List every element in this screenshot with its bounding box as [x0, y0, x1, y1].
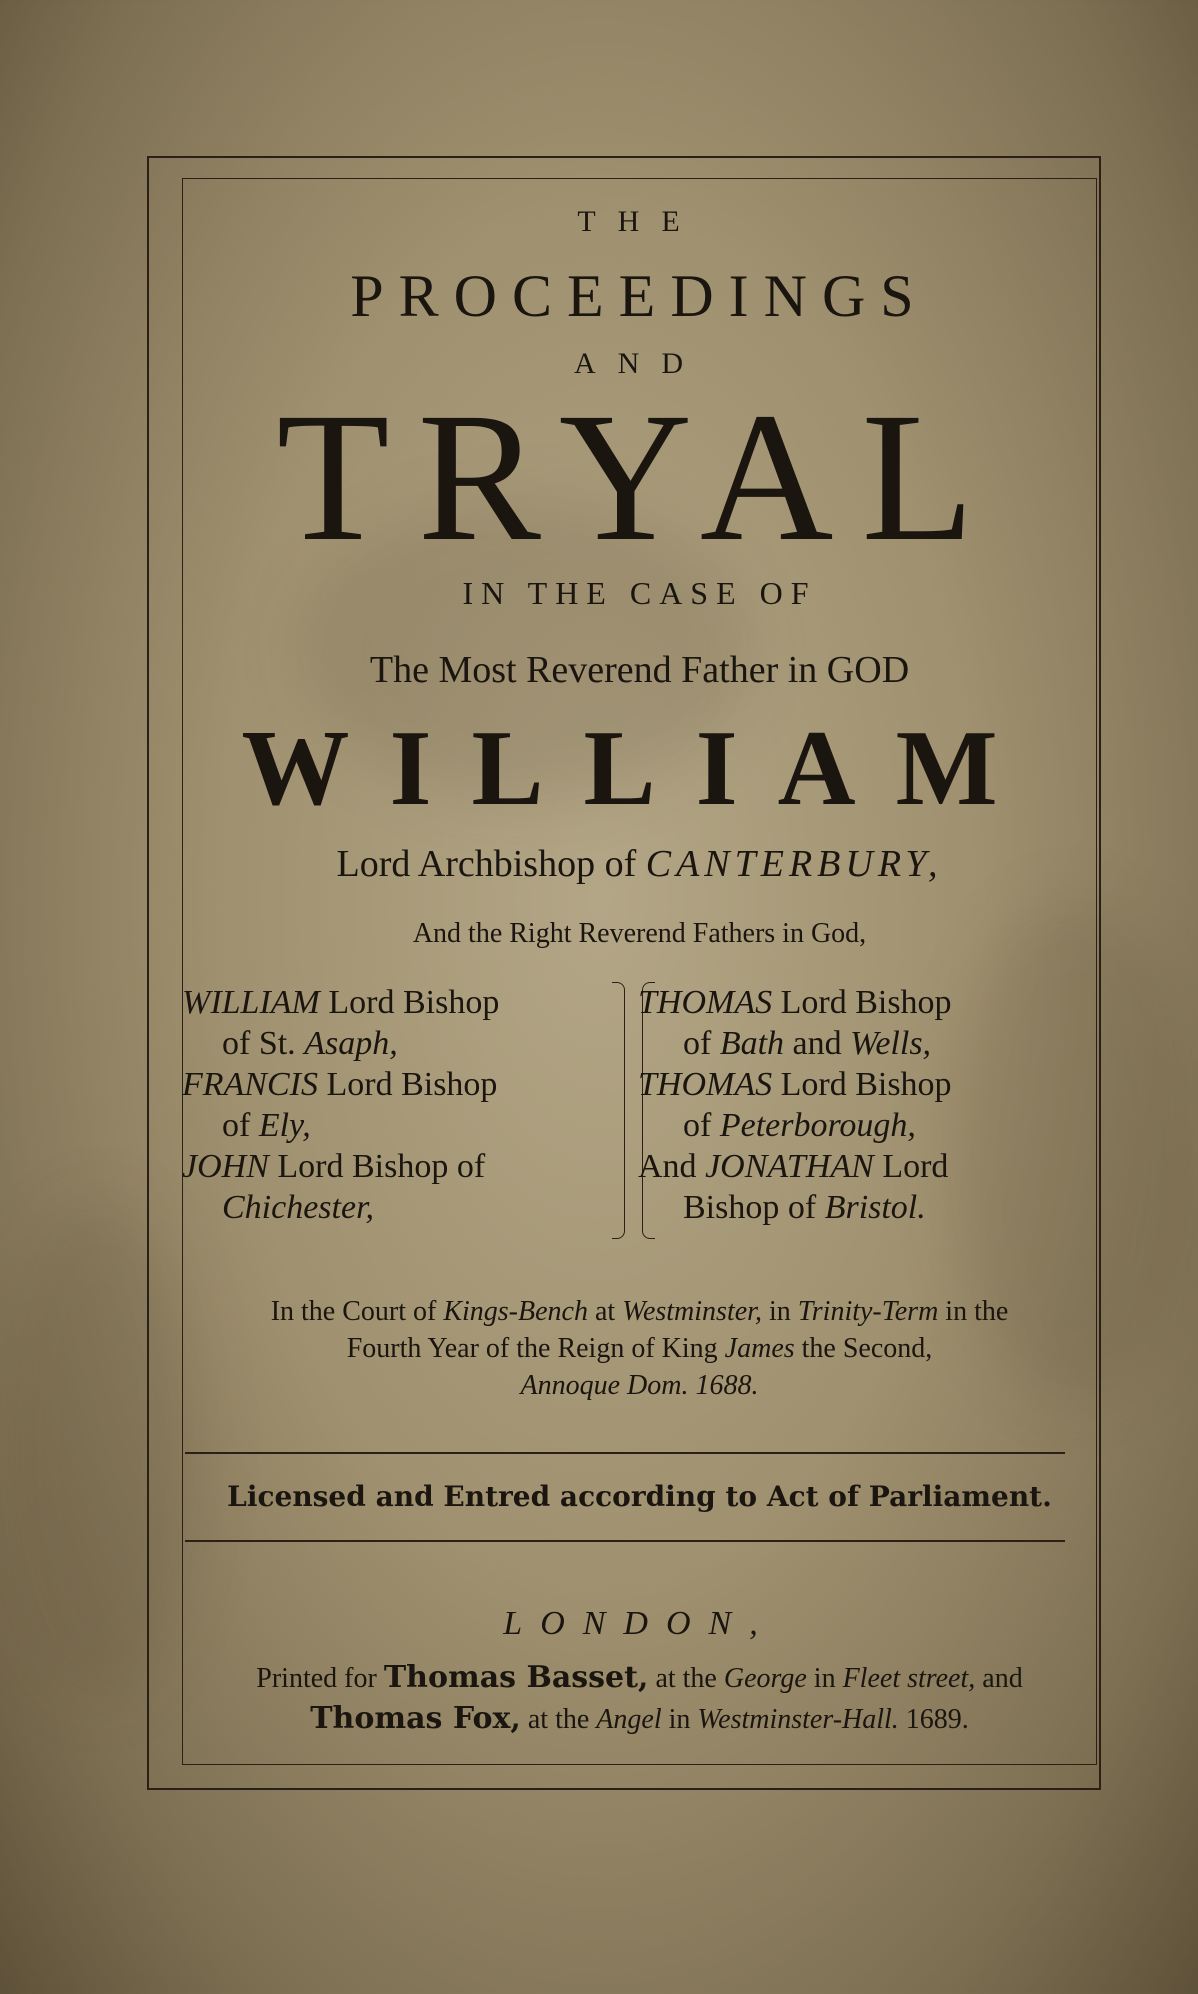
court-place: Westminster,	[622, 1296, 762, 1327]
see-name: Asaph,	[304, 1025, 398, 1062]
court-term: Trinity-Term	[797, 1296, 939, 1327]
printer-name: Thomas Basset,	[383, 1660, 649, 1695]
imprint-text: in	[661, 1704, 698, 1735]
bishops-right-column	[638, 982, 1098, 1228]
left-brace	[612, 982, 625, 1239]
bishop-line	[638, 982, 1098, 1023]
court-text: at	[587, 1296, 623, 1327]
king-name: James	[724, 1333, 795, 1364]
title-and: AND	[574, 347, 705, 380]
bishops-left-column	[182, 982, 612, 1228]
bishop-title: Lord Bishop	[317, 1066, 498, 1103]
see-name: Peterborough,	[719, 1107, 916, 1144]
bishop-name: THOMAS	[638, 1066, 773, 1103]
bishop-title: Lord Bishop	[772, 984, 952, 1021]
court-date: Annoque Dom. 1688.	[520, 1370, 759, 1401]
archbishop-title: Lord Archbishop of	[336, 843, 637, 885]
court-name: Kings-Bench	[443, 1296, 588, 1327]
bishop-prefix: And	[638, 1148, 706, 1185]
court-text: In the Court of	[270, 1296, 444, 1327]
bishop-line	[182, 1146, 612, 1187]
archbishop-line	[182, 842, 1097, 886]
see-prefix: Bishop of	[683, 1189, 825, 1226]
place-name: Westminster-Hall.	[697, 1704, 899, 1735]
imprint-text: at the	[520, 1704, 597, 1735]
court-text: in	[761, 1296, 798, 1327]
bishops-list	[182, 982, 1097, 1252]
bishop-name: JONATHAN	[705, 1148, 874, 1185]
bishop-title: Lord Bishop	[319, 984, 500, 1021]
court-text: in the	[938, 1296, 1009, 1327]
bishop-line	[638, 1146, 1098, 1187]
court-text: Fourth Year of the Reign of King	[346, 1333, 725, 1364]
canterbury: CANTERBURY,	[645, 843, 943, 885]
bishop-see	[182, 1187, 612, 1228]
court-line	[182, 1293, 1097, 1330]
divider-rule	[185, 1540, 1065, 1542]
see-name: Chichester,	[222, 1189, 375, 1226]
bishop-see	[638, 1023, 1098, 1064]
title-proceedings: PROCEEDINGS	[350, 263, 929, 329]
imprint-line	[182, 1699, 1097, 1740]
bishop-see	[638, 1105, 1098, 1146]
divider-rule	[185, 1452, 1065, 1454]
see-name: Wells,	[850, 1025, 932, 1062]
court-paragraph	[182, 1293, 1097, 1404]
imprint-text: in	[806, 1663, 843, 1694]
imprint-text: at the	[648, 1663, 724, 1694]
imprint-year: 1689.	[898, 1704, 969, 1735]
court-text: the Second,	[794, 1333, 933, 1364]
bishop-name: FRANCIS	[182, 1066, 318, 1103]
see-conjunction: and	[784, 1025, 851, 1062]
imprint	[182, 1658, 1097, 1740]
street-name: Fleet street,	[842, 1663, 976, 1694]
printer-name: Thomas Fox,	[310, 1701, 521, 1736]
bishop-title: Lord	[873, 1148, 949, 1185]
imprint-line	[182, 1658, 1097, 1699]
bishop-see	[182, 1023, 612, 1064]
sign-name: Angel	[596, 1704, 662, 1735]
bishop-title: Lord Bishop	[772, 1066, 952, 1103]
imprint-text: and	[975, 1663, 1023, 1694]
bishop-name: JOHN	[182, 1148, 269, 1185]
see-name: Bath	[719, 1025, 785, 1062]
bishop-see	[638, 1187, 1098, 1228]
court-line	[182, 1367, 1097, 1404]
see-prefix: of St.	[222, 1025, 305, 1062]
see-name: Bristol.	[824, 1189, 926, 1226]
bishop-line	[182, 1064, 612, 1105]
right-reverend-line: And the Right Reverend Fathers in God,	[412, 918, 867, 949]
bishop-name: WILLIAM	[182, 984, 320, 1021]
sign-name: George	[723, 1663, 807, 1694]
see-prefix: of	[222, 1107, 259, 1144]
william-heading: WILLIAM	[241, 709, 1038, 828]
most-reverend-line: The Most Reverend Father in GOD	[369, 649, 910, 691]
bishop-name: THOMAS	[638, 984, 773, 1021]
see-name: Ely,	[258, 1107, 311, 1144]
bishop-line	[638, 1064, 1098, 1105]
court-line	[182, 1330, 1097, 1367]
title-the: THE	[577, 205, 702, 238]
title-tryal: TRYAL	[276, 375, 1003, 580]
bishop-line	[182, 982, 612, 1023]
london-line: LONDON,	[503, 1605, 776, 1642]
bishop-see	[182, 1105, 612, 1146]
see-prefix: of	[683, 1107, 720, 1144]
bishop-title: Lord Bishop of	[268, 1148, 486, 1185]
see-prefix: of	[683, 1025, 720, 1062]
in-the-case-of: IN THE CASE OF	[462, 575, 817, 611]
imprint-text: Printed for	[256, 1663, 384, 1694]
licensed-line: Licensed and Entred according to Act of Parliament.	[227, 1480, 1052, 1513]
